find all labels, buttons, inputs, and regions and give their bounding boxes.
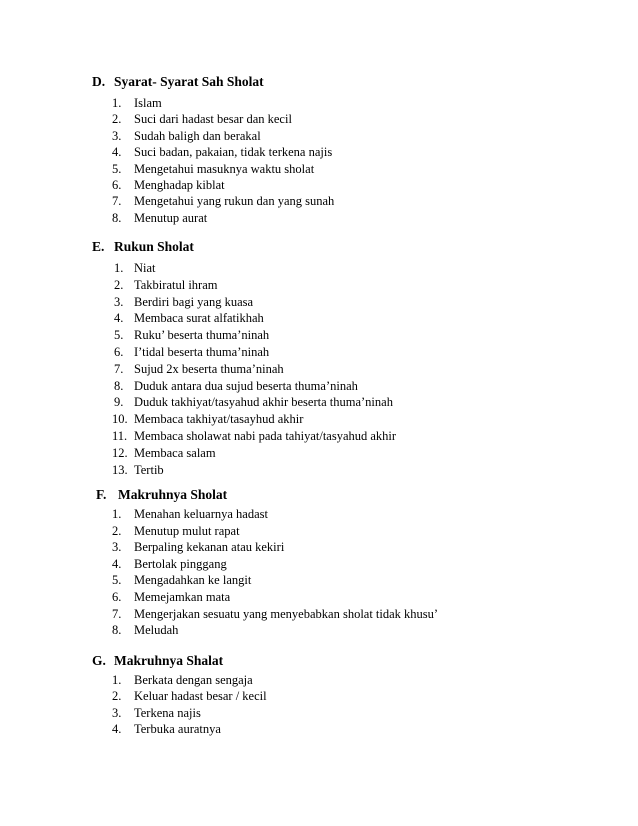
list-item-text: Suci dari hadast besar dan kecil bbox=[134, 112, 292, 127]
list-item-text: Menahan keluarnya hadast bbox=[134, 507, 268, 521]
section-heading bbox=[92, 73, 264, 90]
list-item-text: Suci badan, pakaian, tidak terkena najis bbox=[134, 145, 333, 160]
list-item-text: Berpaling kekanan atau kekiri bbox=[134, 540, 285, 555]
list-item-text: Keluar hadast besar / kecil bbox=[134, 689, 267, 704]
document-page: D. Syarat- Syarat Sah Sholat 1. Islam 2. Suci dari hadast besar dan kecil 3. Sudah baligh dan berakal 4. Suci badan, pakaian, tidak terkena najis 5. Mengetahui masuknya waktu sholat 6. Menghadap kiblat 7. Mengetahui yang rukun dan yang sunah 8. Menutup aurat E. Rukun Sholat 1. Niat 2. Takbiratul ihram 3. Berdiri bagi yang kuasa 4. Membaca surat alfatikhah 5. Ruku’ beserta thuma’ninah 6. I’tidal beserta thuma’ninah 7. Sujud 2x beserta thuma’ninah 8. Duduk antara dua sujud beserta thuma’ninah 9. Duduk takhiyat/tasyahud akhir beserta thuma’ninah 10. Membaca takhiyat/tasayhud akhir 11. Membaca sholawat nabi pada tahiyat/tasyahud akhir 12. Membaca salam 13. Tertib F. Makruhnya Sholat 1. Menahan keluarnya hadast 2. Menutup mulut rapat 3. Berpaling kekanan atau kekiri 4. Bertolak pinggang 5. Mengadahkan ke langit 6. Memejamkan mata 7. Mengerjakan sesuatu yang menyebabkan sholat tidak khusu’ 8. Meludah G. Makruhnya Shalat 1. Berkata dengan sengaja 2. Keluar hadast besar / kecil 3. Terkena najis 4. Terbuka auratnya bbox=[92, 74, 439, 737]
section-heading bbox=[96, 486, 227, 503]
list-item-text: Menghadap kiblat bbox=[134, 177, 225, 192]
list-item-text: Niat bbox=[134, 261, 156, 275]
list-item-text: Terbuka auratnya bbox=[134, 722, 221, 737]
list-item-text: Mengetahui yang rukun dan yang sunah bbox=[134, 194, 335, 209]
section-heading bbox=[92, 238, 194, 255]
list-item-text: Ruku’ beserta thuma’ninah bbox=[134, 328, 270, 343]
list-item-text: Membaca sholawat nabi pada tahiyat/tasyahud akhir bbox=[134, 428, 397, 443]
list-item-text: Duduk takhiyat/tasyahud akhir beserta thuma’ninah bbox=[134, 395, 393, 410]
list-item-text: Mengetahui masuknya waktu sholat bbox=[134, 161, 315, 176]
list-item-text: Berkata dengan sengaja bbox=[134, 673, 253, 687]
section-letter: G. bbox=[92, 653, 106, 668]
list-item-text: Membaca salam bbox=[134, 445, 216, 460]
list-item-text: Menutup aurat bbox=[134, 210, 208, 225]
list-item-text: Mengadahkan ke langit bbox=[134, 573, 252, 588]
list-item-text: I’tidal beserta thuma’ninah bbox=[134, 344, 270, 359]
list-item-text: Terkena najis bbox=[134, 705, 201, 720]
section-title: Rukun Sholat bbox=[114, 239, 194, 254]
list-item-text: Mengerjakan sesuatu yang menyebabkan sholat tidak khusu’ bbox=[134, 606, 439, 621]
list-item-text: Membaca takhiyat/tasayhud akhir bbox=[134, 412, 304, 427]
list-item-text: Berdiri bagi yang kuasa bbox=[134, 294, 254, 309]
section-title: Makruhnya Shalat bbox=[114, 653, 224, 668]
list-item-text: Membaca surat alfatikhah bbox=[134, 311, 264, 326]
list-item-text: Sudah baligh dan berakal bbox=[134, 128, 261, 143]
section-title: Makruhnya Sholat bbox=[118, 487, 228, 502]
list-item-text: Sujud 2x beserta thuma’ninah bbox=[134, 361, 284, 376]
section-letter: D. bbox=[92, 74, 106, 89]
list-item-text: Islam bbox=[134, 96, 162, 110]
list-item-text: Meludah bbox=[134, 623, 179, 638]
list-item-text: Bertolak pinggang bbox=[134, 556, 227, 571]
section-letter: E. bbox=[92, 239, 105, 254]
section-letter: F. bbox=[96, 487, 107, 502]
list-item-text: Duduk antara dua sujud beserta thuma’ninah bbox=[134, 378, 358, 393]
list-item-text: Takbiratul ihram bbox=[134, 277, 218, 292]
list-item-text: Menutup mulut rapat bbox=[134, 523, 240, 538]
section-title: Syarat- Syarat Sah Sholat bbox=[114, 74, 264, 89]
section-heading bbox=[92, 652, 223, 669]
list-item-text: Tertib bbox=[134, 462, 164, 477]
list-item-text: Memejamkan mata bbox=[134, 589, 231, 604]
